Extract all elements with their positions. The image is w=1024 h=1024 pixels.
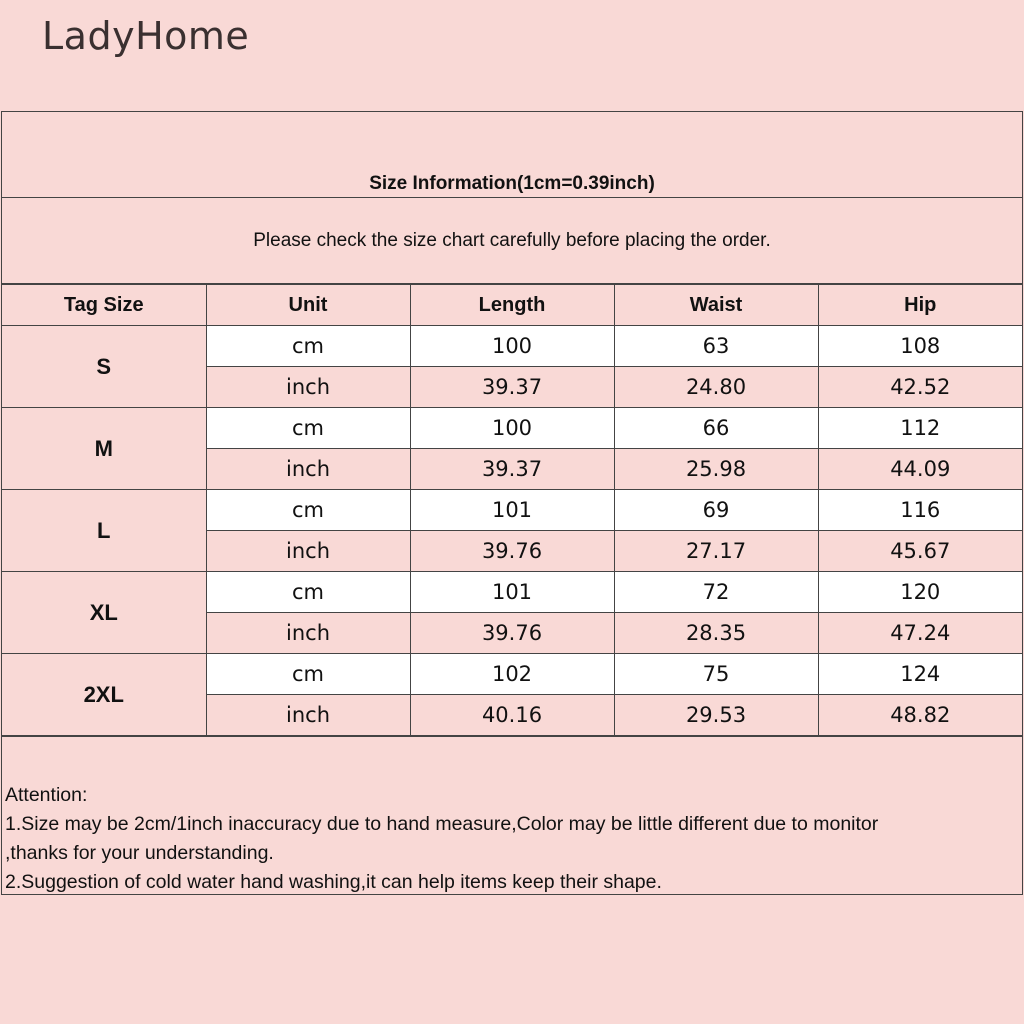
cell-waist: 69	[614, 490, 818, 531]
cell-hip: 112	[818, 408, 1022, 449]
cell-unit: inch	[206, 367, 410, 408]
size-label: M	[2, 408, 206, 490]
table-row	[2, 326, 1022, 367]
cell-hip: 124	[818, 654, 1022, 695]
cell-hip: 45.67	[818, 531, 1022, 572]
cell-hip: 48.82	[818, 695, 1022, 736]
chart-title: Size Information(1cm=0.39inch)	[2, 112, 1022, 198]
attention-line-2: 2.Suggestion of cold water hand washing,it can help items keep their shape.	[5, 871, 662, 893]
cell-unit: cm	[206, 326, 410, 367]
cell-length: 40.16	[410, 695, 614, 736]
cell-waist: 75	[614, 654, 818, 695]
cell-hip: 120	[818, 572, 1022, 613]
cell-length: 102	[410, 654, 614, 695]
cell-waist: 25.98	[614, 449, 818, 490]
header-tag-size: Tag Size	[2, 285, 206, 326]
header-unit: Unit	[206, 285, 410, 326]
cell-hip: 44.09	[818, 449, 1022, 490]
cell-waist: 63	[614, 326, 818, 367]
table-row	[2, 654, 1022, 695]
cell-hip: 47.24	[818, 613, 1022, 654]
cell-unit: cm	[206, 490, 410, 531]
header-length: Length	[410, 285, 614, 326]
cell-waist: 24.80	[614, 367, 818, 408]
cell-unit: inch	[206, 449, 410, 490]
table-row	[2, 408, 1022, 449]
cell-length: 100	[410, 408, 614, 449]
notice-text: Please check the size chart carefully before placing the order.	[2, 198, 1022, 284]
header-row	[2, 285, 1022, 326]
cell-unit: inch	[206, 613, 410, 654]
cell-length: 39.37	[410, 367, 614, 408]
table-row	[2, 572, 1022, 613]
attention-line-1: 1.Size may be 2cm/1inch inaccuracy due to hand measure,Color may be little different due to monitor	[5, 813, 879, 835]
cell-length: 100	[410, 326, 614, 367]
attention-notes	[2, 736, 1022, 894]
table-row	[2, 490, 1022, 531]
size-table	[2, 284, 1022, 736]
cell-waist: 29.53	[614, 695, 818, 736]
size-label: 2XL	[2, 654, 206, 736]
size-label: S	[2, 326, 206, 408]
cell-length: 39.76	[410, 531, 614, 572]
cell-length: 101	[410, 490, 614, 531]
cell-hip: 116	[818, 490, 1022, 531]
cell-waist: 66	[614, 408, 818, 449]
cell-hip: 108	[818, 326, 1022, 367]
size-label: XL	[2, 572, 206, 654]
cell-unit: inch	[206, 531, 410, 572]
header-hip: Hip	[818, 285, 1022, 326]
cell-length: 39.37	[410, 449, 614, 490]
cell-unit: cm	[206, 572, 410, 613]
attention-line-1b: ,thanks for your understanding.	[5, 842, 274, 864]
cell-length: 101	[410, 572, 614, 613]
header-waist: Waist	[614, 285, 818, 326]
attention-heading: Attention:	[5, 784, 88, 806]
cell-waist: 72	[614, 572, 818, 613]
size-chart	[1, 111, 1023, 895]
cell-unit: inch	[206, 695, 410, 736]
cell-hip: 42.52	[818, 367, 1022, 408]
cell-waist: 28.35	[614, 613, 818, 654]
cell-length: 39.76	[410, 613, 614, 654]
cell-unit: cm	[206, 654, 410, 695]
cell-waist: 27.17	[614, 531, 818, 572]
brand-logo: LadyHome	[42, 14, 250, 58]
size-label: L	[2, 490, 206, 572]
cell-unit: cm	[206, 408, 410, 449]
